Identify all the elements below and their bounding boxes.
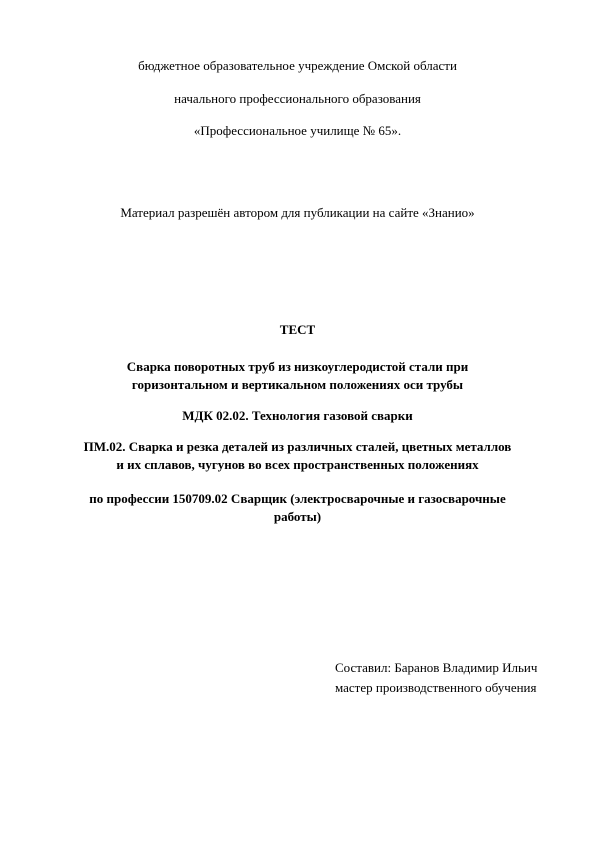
institution-line-1: бюджетное образовательное учреждение Омской области bbox=[138, 58, 457, 73]
topic-line-2: горизонтальном и вертикальном положениях оси трубы bbox=[131, 377, 464, 392]
author-position: мастер производственного обучения bbox=[335, 680, 537, 695]
mdk-line: МДК 02.02. Технология газовой сварки bbox=[182, 408, 413, 423]
author-block bbox=[335, 658, 565, 698]
pm-line-1: ПМ.02. Сварка и резка деталей из различных сталей, цветных металлов bbox=[83, 439, 512, 454]
pm-line-2: и их сплавов, чугунов во всех пространственных положениях bbox=[116, 457, 479, 472]
institution-line-3: «Профессиональное училище № 65». bbox=[193, 123, 402, 138]
profession-line-2: работы) bbox=[273, 509, 322, 524]
compiled-by: Составил: Баранов Владимир Ильич bbox=[335, 660, 538, 675]
topic-line-1: Сварка поворотных труб из низкоуглеродистой стали при bbox=[126, 359, 469, 374]
test-title: ТЕСТ bbox=[279, 322, 316, 337]
permission-note: Материал разрешён автором для публикации на сайте «Знанио» bbox=[120, 205, 475, 220]
institution-line-2: начального профессионального образования bbox=[174, 91, 421, 106]
profession-line-1: по профессии 150709.02 Сварщик (электросварочные и газосварочные bbox=[89, 491, 506, 506]
